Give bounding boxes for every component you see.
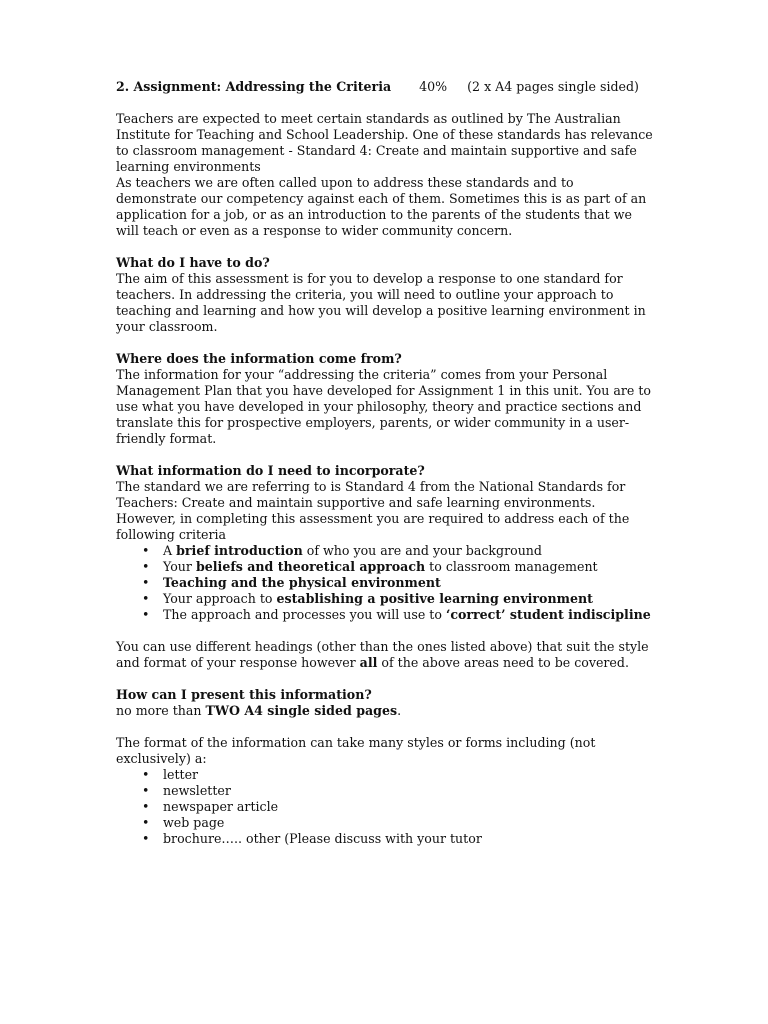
headings-note-section — [116, 639, 656, 671]
present-heading: How can I present this information? — [116, 687, 372, 702]
criteria-list-item — [116, 575, 656, 591]
bullet-icon: • — [142, 799, 150, 814]
incorporate-section — [116, 463, 656, 623]
bullet-icon: • — [142, 543, 150, 558]
info-source-heading: Where does the information come from? — [116, 351, 402, 366]
present-emphasis: TWO A4 single sided pages — [205, 703, 398, 718]
bullet-icon: • — [142, 767, 150, 782]
present-section — [116, 687, 656, 719]
assignment-title: 2. Assignment: Addressing the Criteria — [116, 79, 392, 94]
what-to-do-section — [116, 255, 656, 335]
bullet-icon: • — [142, 815, 150, 830]
criteria-emphasis: ‘correct’ student indiscipline — [445, 607, 651, 622]
what-to-do-body: The aim of this assessment is for you to develop a response to one standard for teachers. In addressing the criteria, you will need to outline your approach to teaching and learning and how you will develop a positive learning environment in your classroom. — [116, 271, 646, 334]
intro-paragraph-1: Teachers are expected to meet certain standards as outlined by The Australian Institute for Teaching and School Leadership. One of these standards has relevance to classroom management - Standard 4: Create and maintain supportive and safe learning environments — [116, 111, 653, 174]
criteria-emphasis: beliefs and theoretical approach — [195, 559, 426, 574]
formats-intro: The format of the information can take many styles or forms including (not exclusively) a: — [116, 735, 596, 766]
headings-note-emphasis: all — [359, 655, 378, 670]
present-body: no more than TWO A4 single sided pages. — [116, 703, 402, 718]
incorporate-body: The standard we are referring to is Standard 4 from the National Standards for Teachers: Create and maintain supportive and safe learning environments. However, in completing this assessment you are required to address each of the following criteria — [116, 479, 630, 542]
bullet-icon: • — [142, 575, 150, 590]
bullet-icon: • — [142, 607, 150, 622]
assignment-title-line — [116, 79, 656, 95]
formats-section — [116, 735, 656, 847]
format-list-item: • newspaper article — [142, 799, 279, 814]
criteria-emphasis: brief introduction — [176, 543, 303, 558]
intro-section — [116, 111, 656, 239]
format-list-item: • brochure….. other (Please discuss with your tutor — [142, 831, 482, 846]
intro-paragraph-2: As teachers we are often called upon to address these standards and to demonstrate our competency against each of them. Sometimes this is as part of an application for a job, or as an introduction to the parents of the students that we will teach or even as a response to wider community concern. — [116, 175, 647, 238]
format-list-item: • newsletter — [142, 783, 231, 798]
bullet-icon: • — [142, 831, 150, 846]
criteria-list-item: • A brief introduction of who you are and your background — [142, 543, 542, 558]
criteria-emphasis: Teaching and the physical environment — [163, 575, 441, 590]
criteria-list-item: • Your beliefs and theoretical approach to classroom management — [142, 559, 598, 574]
info-source-body: The information for your “addressing the criteria” comes from your Personal Management Plan that you have developed for Assignment 1 in this unit. You are to use what you have developed in your philosophy, theory and practice sections and translate this for prospective employers, parents, or wider community in a user-friendly format. — [116, 367, 651, 446]
criteria-list — [116, 543, 656, 623]
format-list-item: • web page — [142, 815, 225, 830]
info-source-section — [116, 351, 656, 447]
criteria-list-item: • The approach and processes you will use to ‘correct’ student indiscipline — [142, 607, 651, 622]
bullet-icon: • — [142, 783, 150, 798]
assignment-document — [116, 79, 656, 863]
incorporate-heading: What information do I need to incorporate? — [116, 463, 425, 478]
criteria-list-item: • Your approach to establishing a positive learning environment — [142, 591, 593, 606]
format-list-item: • letter — [142, 767, 199, 782]
formats-list — [116, 767, 656, 847]
bullet-icon: • — [142, 559, 150, 574]
bullet-icon: • — [142, 591, 150, 606]
headings-note: You can use different headings (other than the ones listed above) that suit the style and format of your response however all of the above areas need to be covered. — [116, 639, 649, 670]
assignment-page-limit: (2 x A4 pages single sided) — [467, 79, 639, 94]
assignment-weight: 40% — [419, 79, 448, 94]
criteria-emphasis: establishing a positive learning environment — [276, 591, 593, 606]
what-to-do-heading: What do I have to do? — [116, 255, 270, 270]
